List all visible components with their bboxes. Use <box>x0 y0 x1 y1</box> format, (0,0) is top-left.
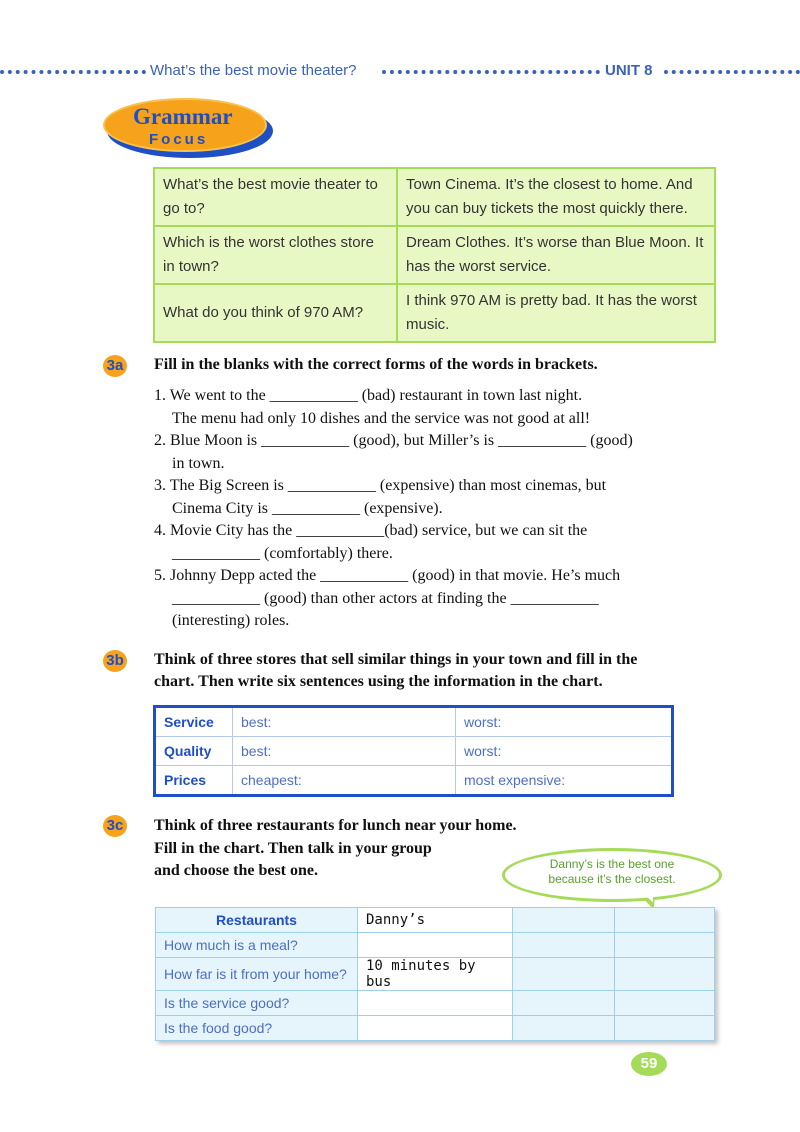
exercise-line: ___________ (good) than other actors at finding the ___________ <box>172 589 599 607</box>
chart-cell[interactable] <box>358 933 513 958</box>
column-header[interactable] <box>615 908 715 933</box>
exercise-line: ___________ (comfortably) there. <box>172 544 393 562</box>
speech-bubble-text <box>505 857 719 887</box>
grammar-focus-table <box>153 167 716 343</box>
header-dots-left <box>0 70 146 74</box>
table-row <box>154 168 715 226</box>
row-label: Is the food good? <box>156 1016 358 1041</box>
exercise-line: 2. Blue Moon is ___________ (good), but Miller’s is ___________ (good) <box>154 432 633 449</box>
grammar-focus-subtitle: Focus <box>149 131 209 148</box>
grammar-focus-title: Grammar <box>133 104 233 129</box>
chart-cell[interactable]: 10 minutes by bus <box>358 958 513 991</box>
speech-bubble-line: because it’s the closest. <box>548 872 676 886</box>
section-3b-marker: 3b <box>103 650 127 672</box>
table-row <box>154 284 715 342</box>
exercise-line: 5. Johnny Depp acted the ___________ (good) in that movie. He’s much <box>154 567 621 584</box>
section-3c-instruction-line-3: and choose the best one. <box>154 862 319 879</box>
grammar-question: What’s the best movie theater to go to? <box>154 168 397 226</box>
grammar-question: What do you think of 970 AM? <box>154 284 397 342</box>
section-3c-instruction-line-1: Think of three restaurants for lunch near your home. <box>154 817 517 834</box>
table-row <box>156 1016 715 1041</box>
table-row <box>155 766 673 796</box>
chart-cell[interactable] <box>513 933 615 958</box>
grammar-question: Which is the worst clothes store in town? <box>154 226 397 284</box>
chart-cell[interactable] <box>513 1016 615 1041</box>
grammar-answer: I think 970 AM is pretty bad. It has the worst music. <box>397 284 715 342</box>
chart-cell[interactable]: worst: <box>456 707 673 737</box>
exercise-line: Cinema City is ___________ (expensive). <box>172 499 443 517</box>
restaurants-chart <box>155 907 715 1041</box>
exercise-line: (interesting) roles. <box>172 612 290 629</box>
chart-cell[interactable] <box>513 991 615 1016</box>
grammar-answer: Dream Clothes. It’s worse than Blue Moon. It has the worst service. <box>397 226 715 284</box>
speech-bubble <box>502 848 722 902</box>
exercise-3a-list <box>154 385 633 633</box>
column-header[interactable]: Danny’s <box>358 908 513 933</box>
column-header: Restaurants <box>156 908 358 933</box>
exercise-line: in town. <box>172 454 225 472</box>
row-label: Is the service good? <box>156 991 358 1016</box>
chart-cell[interactable] <box>358 991 513 1016</box>
section-3c-instruction-line-2: Fill in the chart. Then talk in your group <box>154 840 432 857</box>
section-3b-instruction-line-2: chart. Then write six sentences using the information in the chart. <box>154 673 603 690</box>
exercise-line: 1. We went to the ___________ (bad) restaurant in town last night. <box>154 387 583 404</box>
chart-cell[interactable] <box>615 958 715 991</box>
chart-cell[interactable]: best: <box>233 707 456 737</box>
exercise-line: 3. The Big Screen is ___________ (expensive) than most cinemas, but <box>154 477 607 494</box>
table-header-row <box>156 908 715 933</box>
table-row <box>156 933 715 958</box>
row-label: Service <box>155 707 233 737</box>
table-row <box>155 737 673 766</box>
speech-bubble-line: Danny’s is the best one <box>549 857 675 871</box>
chart-cell[interactable]: worst: <box>456 737 673 766</box>
table-row <box>156 991 715 1016</box>
header-title: What’s the best movie theater? <box>150 62 357 79</box>
exercise-line: The menu had only 10 dishes and the service was not good at all! <box>172 409 591 427</box>
chart-cell[interactable] <box>358 1016 513 1041</box>
section-3a-marker: 3a <box>103 355 127 377</box>
table-row <box>154 226 715 284</box>
grammar-answer: Town Cinema. It’s the closest to home. And you can buy tickets the most quickly there. <box>397 168 715 226</box>
chart-cell[interactable] <box>615 933 715 958</box>
stores-chart <box>153 705 674 797</box>
column-header[interactable] <box>513 908 615 933</box>
header-dots-right <box>664 70 800 74</box>
section-3a-instruction: Fill in the blanks with the correct forms of the words in brackets. <box>154 356 598 373</box>
chart-cell[interactable]: best: <box>233 737 456 766</box>
page-number: 59 <box>631 1052 667 1076</box>
row-label: How far is it from your home? <box>156 958 358 991</box>
chart-cell[interactable] <box>615 1016 715 1041</box>
chart-cell[interactable] <box>615 991 715 1016</box>
chart-cell[interactable]: cheapest: <box>233 766 456 796</box>
chart-cell[interactable]: most expensive: <box>456 766 673 796</box>
row-label: Prices <box>155 766 233 796</box>
grammar-focus-badge <box>103 98 273 158</box>
row-label: Quality <box>155 737 233 766</box>
table-row <box>156 958 715 991</box>
header-unit: UNIT 8 <box>605 62 653 79</box>
section-3b-instruction-line-1: Think of three stores that sell similar things in your town and fill in the <box>154 651 638 668</box>
section-3c-marker: 3c <box>103 815 127 837</box>
exercise-line: 4. Movie City has the ___________(bad) service, but we can sit the <box>154 522 588 539</box>
header-dots-middle <box>382 70 600 74</box>
chart-cell[interactable] <box>513 958 615 991</box>
row-label: How much is a meal? <box>156 933 358 958</box>
table-row <box>155 707 673 737</box>
